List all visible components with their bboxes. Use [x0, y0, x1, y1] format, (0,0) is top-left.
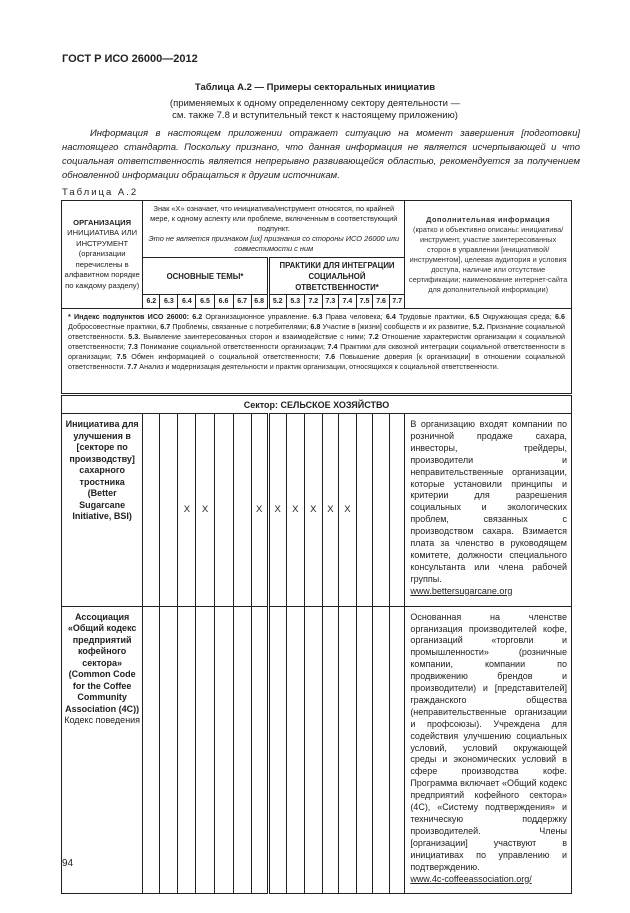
- index-note-segment: 6.4: [385, 312, 396, 321]
- mark-cell-7-2: [304, 606, 322, 894]
- mark-cell-6-6: [214, 414, 233, 607]
- mark-cell-7-5: [356, 414, 372, 607]
- index-note-segment: Повышение доверия [к организации] в отношении социальной ответственности.: [68, 352, 565, 371]
- mark-note-italic: Это не является признаком [их] признания со стороны ИСО 26000 или совместимости с ним: [148, 234, 400, 253]
- mark-cell-7-7: [390, 414, 405, 607]
- column-number-6-2: 6.2: [143, 295, 160, 309]
- column-number-6-4: 6.4: [178, 295, 196, 309]
- index-note-segment: Участие в [жизни] сообществ и их развитие,: [320, 322, 473, 331]
- index-note-segment: 7.3: [127, 342, 138, 351]
- subtitle-line: см. также 7.8 и вступительный текст к настоящему приложению): [172, 110, 458, 121]
- column-number-7-5: 7.5: [356, 295, 372, 309]
- sector-row: [62, 395, 572, 414]
- mark-cell-5-3: [286, 606, 304, 894]
- index-note-segment: 6.3: [312, 312, 323, 321]
- description-text: В организацию входят компании по розничной продаже сахара, инвесторы, трейдеры, производители и неправительственные организации, которые установили принципы и критерии для разрешения социальных и экологических проблем, связанных с производством сахара. Взимается плата за членство в руководящем комитете, должности специального консультанта или члена рабочей группы.: [410, 419, 567, 584]
- index-note-segment: 5.3.: [128, 332, 141, 341]
- table-title: Таблица А.2 — Примеры секторальных инициатив: [194, 82, 436, 93]
- header-row: [62, 201, 572, 258]
- index-note-segment: 6.7: [160, 322, 171, 331]
- mark-cell-5-3: X: [286, 414, 304, 607]
- mark-cell-7-2: X: [304, 414, 322, 607]
- org-header-line3: (организации перечислены в алфавитном порядке по каждому разделу): [64, 249, 140, 290]
- index-note-segment: * Индекс подпунктов ИСО 26000: 6.2: [68, 312, 203, 321]
- page-number: 94: [62, 858, 74, 869]
- index-note-segment: Практики для сквозной интеграции социальной ответственности в организации;: [68, 342, 565, 361]
- mark-cell-6-6: [214, 606, 233, 894]
- info-header-text: (кратко и объективно описаны: инициатива/инструмент, участие заинтересованных сторон в управлении [инициативой/инструментом], целевая аудитория и условия доступа, наличие или отсутствие сертификации; наименование интернет-сайта для дополнительной информации): [408, 224, 568, 294]
- index-note-row: [62, 309, 572, 395]
- mark-cell-7-6: [373, 606, 390, 894]
- info-header-title: Дополнительная информация: [426, 214, 551, 224]
- index-note-segment: Обмен информацией о социальной ответственности;: [126, 352, 326, 361]
- description-text: Основанная на членстве организация производителей кофе, организаций «торговли и промышленности» (розничные компании, компании по продвижению брендов и производители) и [представителей] гражданского общества (неправительственные организации и профсоюзы). Учреждена для содействия улучшению социальных условий, условий окружающей среды и экономических условий в сфере производства кофе. Программа включает «Общий кодекс предприятий кофейного сектора» (4С), «Систему подтверждения» и техническую поддержку производителей. Члены [организации] участвуют в инициативах по управлению и подтверждению.: [410, 611, 567, 872]
- index-note-segment: Отношение характеристик организации к социальной ответственности;: [68, 332, 565, 351]
- index-note-segment: 7.5: [116, 352, 127, 361]
- mark-cell-5-2: X: [268, 414, 286, 607]
- table-row: [62, 606, 572, 894]
- index-note-segment: Признание социальной ответственности.: [68, 322, 565, 341]
- mark-cell-6-2: [143, 606, 160, 894]
- initiatives-table: [61, 200, 572, 894]
- column-number-5-2: 5.2: [268, 295, 286, 309]
- mark-cell-5-2: [268, 606, 286, 894]
- mark-cell-6-7: [233, 606, 251, 894]
- index-note-segment: Окружающая среда;: [479, 312, 555, 321]
- column-number-6-8: 6.8: [251, 295, 268, 309]
- mark-cell-6-5: [196, 606, 214, 894]
- index-note-segment: 6.5: [469, 312, 480, 321]
- table-row: [62, 414, 572, 607]
- sector-heading: Сектор: СЕЛЬСКОЕ ХОЗЯЙСТВО: [62, 395, 572, 414]
- index-note-segment: Выявление заинтересованных сторон и взаимодействие с ними;: [140, 332, 369, 341]
- mark-cell-6-7: [233, 414, 251, 607]
- mark-cell-6-4: [178, 606, 196, 894]
- description-cell: [405, 414, 572, 607]
- column-number-7-2: 7.2: [304, 295, 322, 309]
- mark-cell-7-5: [356, 606, 372, 894]
- index-note-segment: Организационное управление.: [202, 312, 313, 321]
- org-header-line2: ИНИЦИАТИВА ИЛИ ИНСТРУМЕНТ: [67, 228, 138, 248]
- group-practices: ПРАКТИКИ ДЛЯ ИНТЕГРАЦИИ СОЦИАЛЬНОЙ ОТВЕТСТВЕННОСТИ*: [268, 258, 405, 295]
- column-number-7-6: 7.6: [373, 295, 390, 309]
- mark-cell-6-2: [143, 414, 160, 607]
- index-note-segment: Проблемы, связанные с потребителями;: [170, 322, 311, 331]
- initiative-name: Инициатива для улучшения в [секторе по производству] сахарного тростника (Better Sugarcane Initiative, BSI): [65, 419, 139, 521]
- mark-cell-6-5: X: [196, 414, 214, 607]
- mark-cell-7-3: [322, 606, 338, 894]
- column-number-5-3: 5.3: [286, 295, 304, 309]
- column-number-6-5: 6.5: [196, 295, 214, 309]
- mark-cell-7-3: X: [322, 414, 338, 607]
- index-note-segment: 6.6: [554, 312, 565, 321]
- mark-cell-6-4: X: [178, 414, 196, 607]
- column-number-6-7: 6.7: [233, 295, 251, 309]
- mark-note-text: Знак «Х» означает, что инициатива/инструмент относятся, по крайней мере, к одному аспекту или проблеме, включенным в соответствующий подпункт.: [150, 204, 398, 233]
- intro-paragraph: Информация в настоящем приложении отражает ситуацию на момент завершения [подготовки] настоящего стандарта. Поскольку признано, что данная информация не является исчерпывающей и что социальная ответственность является непрерывно развивающейся областью, рекомендуется за получением обновленной информации обращаться к другим источникам.: [62, 128, 580, 181]
- index-note-segment: 7.2: [368, 332, 379, 341]
- table-label: Таблица А.2: [62, 187, 139, 198]
- subtitle-line: (применяемых к одному определенному сектору деятельности —: [169, 98, 461, 109]
- index-note-segment: Трудовые практики,: [395, 312, 470, 321]
- info-column-header: [405, 201, 572, 309]
- website-link[interactable]: www.4c-coffeeassociation.org/: [410, 873, 532, 884]
- index-note-segment: Анализ и модернизация деятельности и практик организации, относящихся к социальной ответственности.: [137, 362, 499, 371]
- index-note: [62, 309, 572, 395]
- mark-cell-7-4: X: [338, 414, 356, 607]
- index-note-segment: 7.4: [327, 342, 338, 351]
- table-subtitle: [150, 98, 480, 122]
- index-note-segment: 6.8: [310, 322, 321, 331]
- mark-cell-6-8: [251, 606, 268, 894]
- mark-note: [143, 201, 405, 258]
- column-number-7-3: 7.3: [322, 295, 338, 309]
- org-header-line1: ОРГАНИЗАЦИЯ: [73, 217, 132, 227]
- org-column-header: [62, 201, 143, 309]
- column-number-7-7: 7.7: [390, 295, 405, 309]
- initiative-name-cell: [62, 414, 143, 607]
- description-cell: [405, 606, 572, 894]
- column-number-6-6: 6.6: [214, 295, 233, 309]
- document-header: ГОСТ Р ИСО 26000—2012: [62, 53, 198, 65]
- mark-cell-7-4: [338, 606, 356, 894]
- index-note-segment: Понимание социальной ответственности организации;: [137, 342, 328, 351]
- mark-cell-7-6: [373, 414, 390, 607]
- mark-cell-6-8: X: [251, 414, 268, 607]
- initiative-name-cell: [62, 606, 143, 894]
- index-note-segment: Добросовестные практики,: [68, 322, 161, 331]
- group-core-subjects: ОСНОВНЫЕ ТЕМЫ*: [143, 258, 268, 295]
- website-link[interactable]: www.bettersugarcane.org: [410, 585, 513, 596]
- mark-cell-6-3: [160, 414, 178, 607]
- index-note-segment: Права человека;: [322, 312, 386, 321]
- index-note-segment: 7.6: [325, 352, 336, 361]
- mark-cell-7-7: [390, 606, 405, 894]
- index-note-segment: 5.2.: [472, 322, 485, 331]
- index-note-segment: 7.7: [127, 362, 138, 371]
- initiative-type: Кодекс поведения: [64, 715, 141, 726]
- mark-cell-6-3: [160, 606, 178, 894]
- column-number-7-4: 7.4: [338, 295, 356, 309]
- initiative-name: Ассоциация «Общий кодекс предприятий кофейного сектора» (Common Code for the Coffee Community Association (4C)): [65, 611, 140, 714]
- column-number-6-3: 6.3: [160, 295, 178, 309]
